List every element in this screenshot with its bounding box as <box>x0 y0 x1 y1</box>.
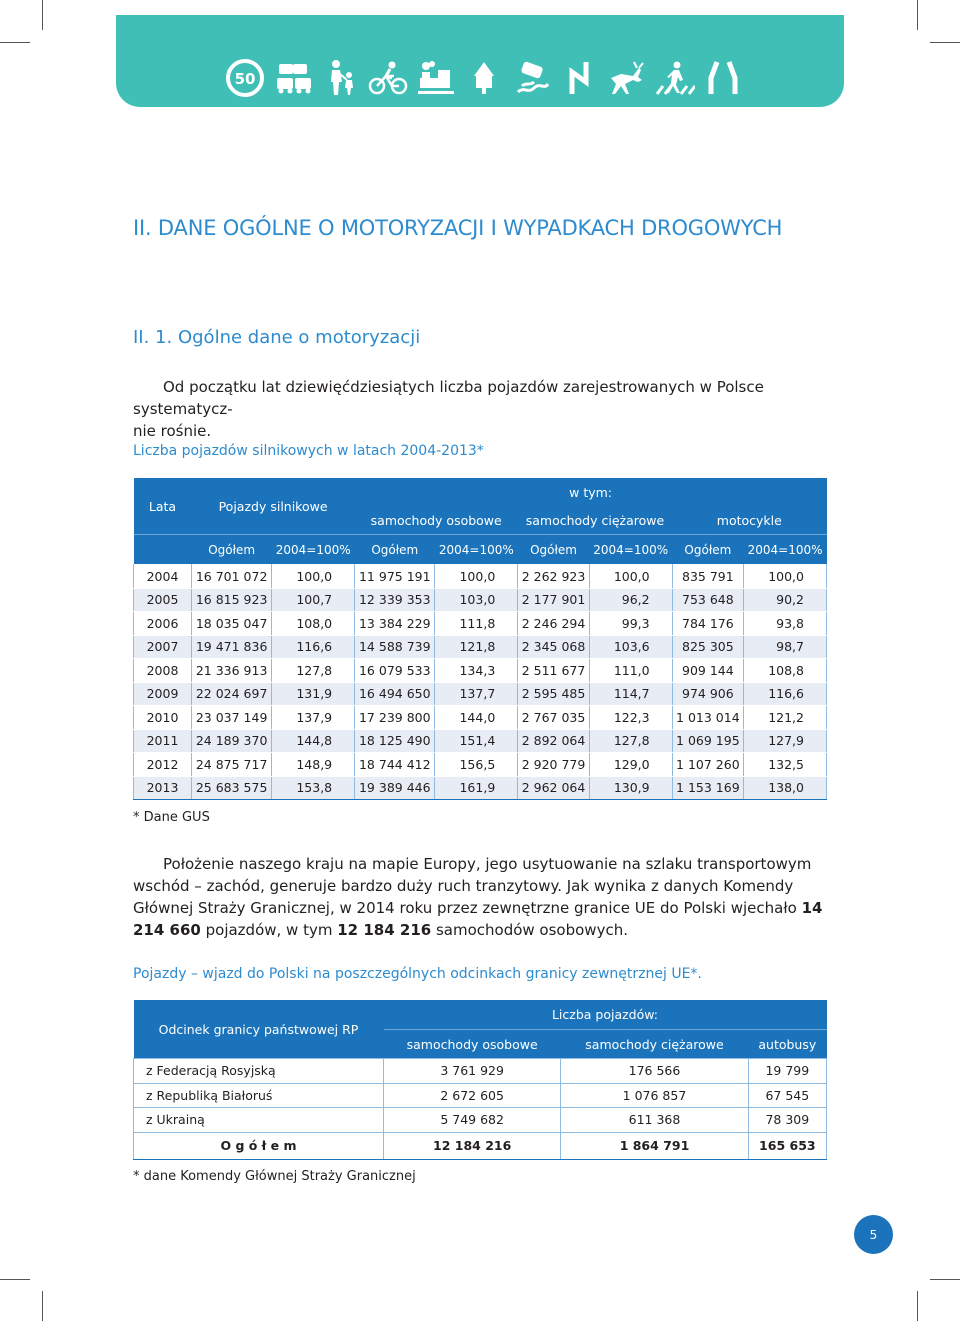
traffic-jam-icon <box>272 57 314 99</box>
value-cell: 130,9 <box>589 776 672 800</box>
value-cell: 78 309 <box>748 1108 826 1133</box>
table2-caption: Pojazdy – wjazd do Polski na poszczególnych odcinkach granicy zewnętrznej UE*. <box>133 966 702 982</box>
table-row <box>134 776 827 800</box>
pedestrian-child-icon <box>320 57 362 99</box>
year-cell: 2009 <box>134 682 192 706</box>
crop-mark <box>0 1279 30 1280</box>
year-cell: 2008 <box>134 659 192 683</box>
value-cell: 137,9 <box>272 706 355 730</box>
value-cell: 108,8 <box>744 659 827 683</box>
road-narrowing-icon <box>702 57 744 99</box>
intro-line-2: nie rośnie. <box>133 422 212 440</box>
value-cell: 93,8 <box>744 612 827 636</box>
year-cell: 2005 <box>134 588 192 612</box>
border-section-cell: z Federacją Rosyjską <box>134 1059 384 1084</box>
value-cell: 909 144 <box>672 659 743 683</box>
train-icon <box>415 57 457 99</box>
value-cell: 14 588 739 <box>355 635 435 659</box>
value-cell: 1 069 195 <box>672 729 743 753</box>
value-cell: 90,2 <box>744 588 827 612</box>
value-cell: 153,8 <box>272 776 355 800</box>
value-cell: 1 076 857 <box>561 1083 748 1108</box>
value-cell: 25 683 575 <box>192 776 272 800</box>
border-section-cell: z Republiką Białoruś <box>134 1083 384 1108</box>
value-cell: 18 125 490 <box>355 729 435 753</box>
table-row <box>134 682 827 706</box>
crop-mark <box>917 1291 918 1321</box>
value-cell: 16 079 533 <box>355 659 435 683</box>
value-cell: 137,7 <box>435 682 518 706</box>
col-motocykle: motocykle <box>672 506 826 535</box>
total-value-cell: 12 184 216 <box>384 1132 561 1159</box>
value-cell: 176 566 <box>561 1059 748 1084</box>
year-cell: 2013 <box>134 776 192 800</box>
sub-index: 2004=100% <box>744 535 827 565</box>
sub-ogolem: Ogółem <box>355 535 435 565</box>
value-cell: 1 153 169 <box>672 776 743 800</box>
value-cell: 99,3 <box>589 612 672 636</box>
value-cell: 121,8 <box>435 635 518 659</box>
value-cell: 21 336 913 <box>192 659 272 683</box>
page-number: 5 <box>854 1215 893 1254</box>
col-autobusy: autobusy <box>748 1030 826 1059</box>
sub-ogolem: Ogółem <box>518 535 589 565</box>
total-value-cell: 165 653 <box>748 1132 826 1159</box>
value-cell: 100,7 <box>272 588 355 612</box>
table-row <box>134 588 827 612</box>
value-cell: 18 035 047 <box>192 612 272 636</box>
col-ciezarowe: samochody ciężarowe <box>518 506 672 535</box>
value-cell: 2 345 068 <box>518 635 589 659</box>
pedestrian-crossing-icon <box>654 57 696 99</box>
crop-mark <box>42 0 43 30</box>
value-cell: 100,0 <box>744 565 827 589</box>
value-cell: 122,3 <box>589 706 672 730</box>
tram-icon <box>463 57 505 99</box>
col-ciezarowe: samochody ciężarowe <box>561 1030 748 1059</box>
value-cell: 23 037 149 <box>192 706 272 730</box>
value-cell: 151,4 <box>435 729 518 753</box>
value-cell: 116,6 <box>744 682 827 706</box>
value-cell: 161,9 <box>435 776 518 800</box>
value-cell: 111,8 <box>435 612 518 636</box>
transit-text-c: samochodów osobowych. <box>431 921 628 939</box>
value-cell: 127,9 <box>744 729 827 753</box>
sub-index: 2004=100% <box>435 535 518 565</box>
vehicles-table <box>133 478 827 800</box>
intro-paragraph <box>133 376 829 442</box>
value-cell: 753 648 <box>672 588 743 612</box>
total-value-cell: 1 864 791 <box>561 1132 748 1159</box>
table2-source-note: * dane Komendy Głównej Straży Granicznej <box>133 1169 416 1184</box>
col-pojazdy: Pojazdy silnikowe <box>192 478 355 535</box>
value-cell: 1 013 014 <box>672 706 743 730</box>
value-cell: 784 176 <box>672 612 743 636</box>
table-row <box>134 753 827 777</box>
chapter-heading: II. DANE OGÓLNE O MOTORYZACJI I WYPADKACH DROGOWYCH <box>133 216 783 240</box>
value-cell: 103,0 <box>435 588 518 612</box>
value-cell: 16 815 923 <box>192 588 272 612</box>
value-cell: 111,0 <box>589 659 672 683</box>
value-cell: 16 701 072 <box>192 565 272 589</box>
transit-text-b: pojazdów, w tym <box>200 921 338 939</box>
value-cell: 19 799 <box>748 1059 826 1084</box>
total-cars-value: 12 184 216 <box>337 921 432 939</box>
value-cell: 2 962 064 <box>518 776 589 800</box>
value-cell: 127,8 <box>589 729 672 753</box>
value-cell: 100,0 <box>589 565 672 589</box>
table-row <box>134 1059 827 1084</box>
value-cell: 2 767 035 <box>518 706 589 730</box>
value-cell: 144,0 <box>435 706 518 730</box>
value-cell: 19 471 836 <box>192 635 272 659</box>
col-osobowe: samochody osobowe <box>355 506 518 535</box>
value-cell: 24 875 717 <box>192 753 272 777</box>
sub-index: 2004=100% <box>589 535 672 565</box>
speed-limit-50-icon <box>224 57 266 99</box>
transit-text-a: Położenie naszego kraju na mapie Europy, jego usytuowanie na szlaku transportowym wschód – zachód, generuje bardzo duży ruch tranzytowy. Jak wynika z danych Komendy Głównej Straży Granicznej, w 2014 roku przez zewnętrzne granice UE do Polski wjechało <box>133 855 812 917</box>
value-cell: 611 368 <box>561 1108 748 1133</box>
year-cell: 2007 <box>134 635 192 659</box>
table-row <box>134 1083 827 1108</box>
value-cell: 100,0 <box>272 565 355 589</box>
value-cell: 131,9 <box>272 682 355 706</box>
year-cell: 2010 <box>134 706 192 730</box>
value-cell: 134,3 <box>435 659 518 683</box>
value-cell: 2 672 605 <box>384 1083 561 1108</box>
crop-mark <box>917 0 918 30</box>
table1-source-note: * Dane GUS <box>133 810 210 825</box>
svg-text:50: 50 <box>234 70 256 88</box>
value-cell: 974 906 <box>672 682 743 706</box>
value-cell: 129,0 <box>589 753 672 777</box>
value-cell: 132,5 <box>744 753 827 777</box>
crop-mark <box>930 1279 960 1280</box>
table-row <box>134 706 827 730</box>
value-cell: 148,9 <box>272 753 355 777</box>
col-liczba: Liczba pojazdów: <box>384 1000 827 1030</box>
value-cell: 114,7 <box>589 682 672 706</box>
value-cell: 2 511 677 <box>518 659 589 683</box>
year-cell: 2006 <box>134 612 192 636</box>
table-row <box>134 1108 827 1133</box>
deer-crossing-icon <box>607 57 649 99</box>
table-row <box>134 612 827 636</box>
section-heading: II. 1. Ogólne dane o motoryzacji <box>133 327 421 348</box>
col-odcinek: Odcinek granicy państwowej RP <box>134 1000 384 1059</box>
year-cell: 2012 <box>134 753 192 777</box>
value-cell: 2 892 064 <box>518 729 589 753</box>
total-row <box>134 1132 827 1159</box>
value-cell: 12 339 353 <box>355 588 435 612</box>
value-cell: 103,6 <box>589 635 672 659</box>
road-sign-icons <box>224 56 744 100</box>
value-cell: 116,6 <box>272 635 355 659</box>
value-cell: 138,0 <box>744 776 827 800</box>
value-cell: 1 107 260 <box>672 753 743 777</box>
col-wtym: w tym: <box>355 478 827 506</box>
intro-line-1: Od początku lat dziewięćdziesiątych liczba pojazdów zarejestrowanych w Polsce systematycz- <box>133 378 764 418</box>
sub-empty <box>134 535 192 565</box>
value-cell: 98,7 <box>744 635 827 659</box>
value-cell: 3 761 929 <box>384 1059 561 1084</box>
col-lata: Lata <box>134 478 192 535</box>
value-cell: 2 246 294 <box>518 612 589 636</box>
border-entry-table <box>133 1000 827 1160</box>
value-cell: 16 494 650 <box>355 682 435 706</box>
slippery-road-icon <box>511 57 553 99</box>
value-cell: 2 262 923 <box>518 565 589 589</box>
year-cell: 2011 <box>134 729 192 753</box>
value-cell: 127,8 <box>272 659 355 683</box>
value-cell: 2 920 779 <box>518 753 589 777</box>
value-cell: 96,2 <box>589 588 672 612</box>
value-cell: 2 177 901 <box>518 588 589 612</box>
total-vehicles-value: 14 214 660 <box>133 899 823 939</box>
value-cell: 2 595 485 <box>518 682 589 706</box>
value-cell: 5 749 682 <box>384 1108 561 1133</box>
value-cell: 144,8 <box>272 729 355 753</box>
table-row <box>134 659 827 683</box>
total-label: O g ó ł e m <box>134 1132 384 1159</box>
crop-mark <box>42 1291 43 1321</box>
border-section-cell: z Ukrainą <box>134 1108 384 1133</box>
value-cell: 24 189 370 <box>192 729 272 753</box>
value-cell: 108,0 <box>272 612 355 636</box>
value-cell: 13 384 229 <box>355 612 435 636</box>
sub-ogolem: Ogółem <box>672 535 743 565</box>
value-cell: 100,0 <box>435 565 518 589</box>
table-row <box>134 565 827 589</box>
year-cell: 2004 <box>134 565 192 589</box>
value-cell: 22 024 697 <box>192 682 272 706</box>
header-banner <box>116 15 844 107</box>
sub-index: 2004=100% <box>272 535 355 565</box>
col-osobowe: samochody osobowe <box>384 1030 561 1059</box>
value-cell: 19 389 446 <box>355 776 435 800</box>
value-cell: 67 545 <box>748 1083 826 1108</box>
crop-mark <box>930 42 960 43</box>
crop-mark <box>0 42 30 43</box>
value-cell: 11 975 191 <box>355 565 435 589</box>
sub-ogolem: Ogółem <box>192 535 272 565</box>
cyclist-icon <box>367 57 409 99</box>
value-cell: 825 305 <box>672 635 743 659</box>
table-row <box>134 729 827 753</box>
value-cell: 121,2 <box>744 706 827 730</box>
value-cell: 17 239 800 <box>355 706 435 730</box>
table1-caption: Liczba pojazdów silnikowych w latach 2004-2013* <box>133 443 484 459</box>
table-row <box>134 635 827 659</box>
value-cell: 18 744 412 <box>355 753 435 777</box>
value-cell: 835 791 <box>672 565 743 589</box>
value-cell: 156,5 <box>435 753 518 777</box>
transit-paragraph <box>133 853 829 941</box>
sharp-curve-icon <box>559 57 601 99</box>
